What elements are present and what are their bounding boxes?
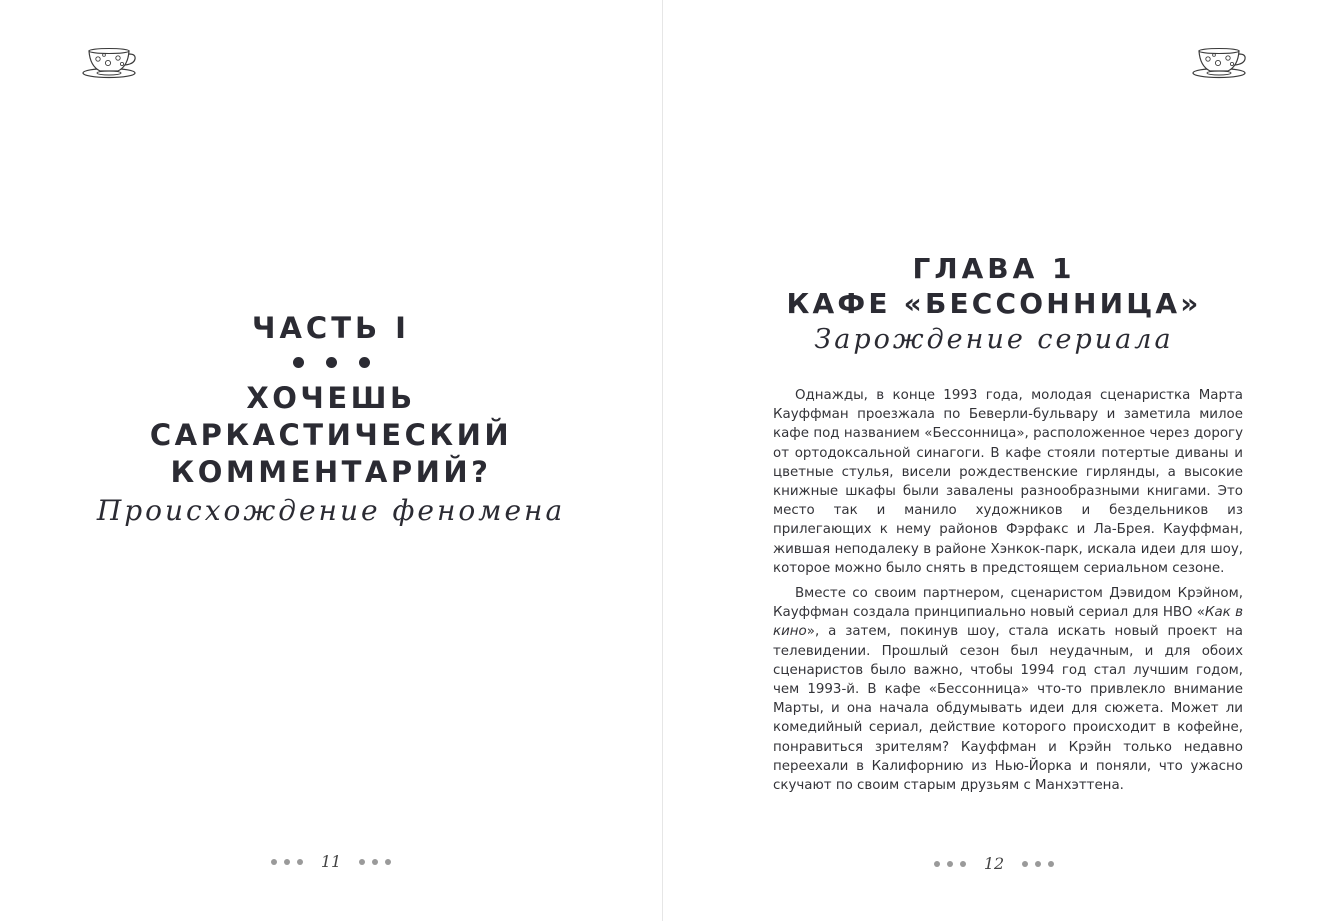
part-label: ЧАСТЬ I: [252, 311, 410, 345]
page-number-footer: [0, 852, 662, 872]
chapter-body: [773, 386, 1243, 801]
paragraph-text: », а затем, покинув шоу, стала искать новый проект на телевидении. Прошлый сезон был неудачным, и для обоих сценаристов было важно, чтобы 1994 год стал лучшим годом, чем 1993-й. В кафе «Бессонница» что-то привлекло внимание Марты, и она начала обдумывать идеи для сюжета. Может ли комедийный сериал, действие которого происходит в кофейне, понравиться зрителям? Кауффман и Крэйн только недавно переехали в Калифорнию из Нью-Йорка и поняли, что ужасно скучают по своим старым друзьям с Манхэттена.: [773, 624, 1243, 794]
folio-dots-left: [934, 861, 966, 867]
page-number-footer: [663, 854, 1324, 874]
folio-dots-right: [359, 859, 391, 865]
ornament-dot: [326, 357, 337, 368]
part-subtitle: Происхождение феномена: [96, 494, 566, 527]
part-title-line: САРКАСТИЧЕСКИЙ: [149, 418, 513, 452]
chapter-heading: [663, 251, 1324, 360]
right-page: [663, 0, 1324, 921]
teacup-icon: [1191, 44, 1247, 80]
page-number: 11: [320, 852, 342, 871]
chapter-subtitle: Зарождение сериала: [814, 324, 1174, 355]
ornament-dots: [0, 354, 662, 370]
ornament-dot: [359, 357, 370, 368]
paragraph: [773, 584, 1243, 795]
chapter-title: КАФЕ «БЕССОННИЦА»: [786, 287, 1202, 320]
paragraph-text: Вместе со своим партнером, сценаристом Дэвидом Крэйном, Кауффман создала принципиально новый сериал для HBO «: [773, 586, 1243, 621]
teacup-icon: [81, 44, 137, 80]
page-number: 12: [983, 854, 1005, 873]
part-title-line: ХОЧЕШЬ: [246, 381, 416, 415]
part-heading: [0, 310, 662, 530]
show-title-italic: Как в кино: [773, 605, 1243, 640]
folio-dots-right: [1022, 861, 1054, 867]
chapter-label: ГЛАВА 1: [912, 252, 1076, 285]
paragraph: Однажды, в конце 1993 года, молодая сценаристка Марта Кауффман проезжала по Беверли-бульвару и заметила милое кафе под названием «Бессонница», расположенное через дорогу от ортодоксальной синагоги. В кафе стояли потертые диваны и цветные стулья, висели рождественские гирлянды, а высокие книжные шкафы были завалены разнообразными книгами. Это место так и манило художников и бездельников из прилегающих к нему районов Фэрфакс и Ла-Брея. Кауффман, жившая неподалеку в районе Хэнкок-парк, искала идеи для шоу, которое можно было снять в предстоящем сериальном сезоне.: [773, 388, 1243, 576]
folio-dots-left: [271, 859, 303, 865]
ornament-dot: [293, 357, 304, 368]
part-title-line: КОММЕНТАРИЙ?: [170, 455, 492, 489]
